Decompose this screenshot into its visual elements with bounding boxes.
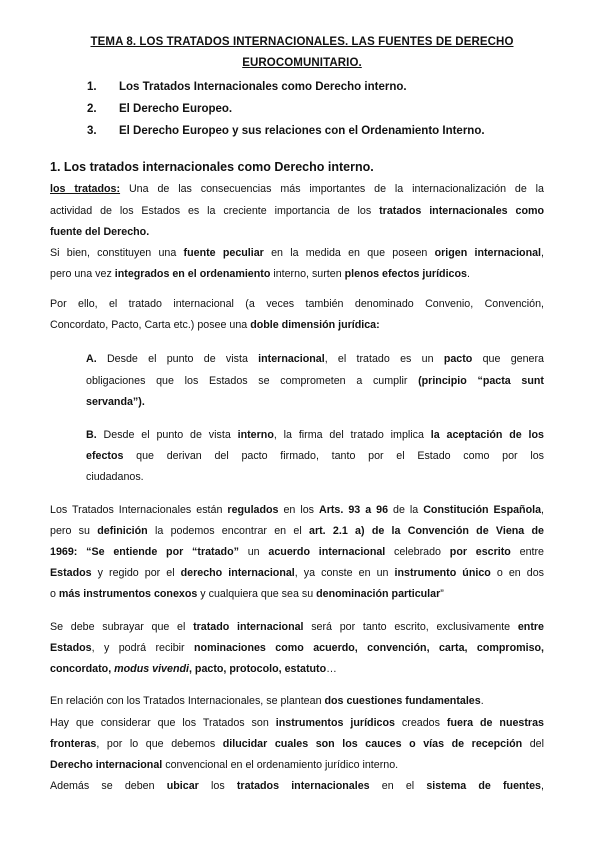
text: En relación con los Tratados Internacionales, se plantean <box>50 695 325 707</box>
text: , ya conste en un <box>294 567 395 579</box>
text: Además se deben <box>50 780 167 792</box>
bold-text: pacto <box>443 353 473 365</box>
document-title-line-1: TEMA 8. LOS TRATADOS INTERNACIONALES. LAS FUENTES DE DERECHO <box>90 36 514 48</box>
bold-text: servanda”). <box>86 396 145 408</box>
text: pero una vez <box>50 268 115 280</box>
toc-item-1 <box>87 81 407 93</box>
text: , <box>541 247 544 259</box>
paragraph-1-line-2 <box>50 204 544 218</box>
bold-text: tratados internacionales <box>236 780 370 792</box>
text: Se debe subrayar que el <box>50 621 194 633</box>
point-label: B. <box>86 429 97 441</box>
bold-text: más instrumentos conexos <box>58 588 198 600</box>
bold-text: instrumento único <box>394 567 491 579</box>
text: creados <box>394 717 447 729</box>
paragraph-2-line-2 <box>50 267 544 281</box>
text: los <box>198 780 237 792</box>
text: Desde el punto de vista <box>96 353 259 365</box>
bold-text: entre <box>517 621 544 633</box>
text: en el <box>369 780 427 792</box>
paragraph-5-line-2 <box>50 641 544 655</box>
paragraph-5-line-1 <box>50 620 544 634</box>
paragraph-1-line-1 <box>50 182 544 196</box>
bold-text: fuera de nuestras <box>446 717 544 729</box>
point-a-line-3 <box>86 395 544 409</box>
text: , <box>541 780 544 792</box>
text: Si bien, constituyen una <box>50 247 184 259</box>
bold-text: regulados <box>227 504 279 516</box>
term-label: los tratados: <box>50 183 121 195</box>
text: convencional en el ordenamiento jurídico interno. <box>162 759 399 771</box>
text: la podemos encontrar en el <box>147 525 309 537</box>
bold-text: , pacto, protocolo, estatuto <box>188 663 327 675</box>
paragraph-5-line-3 <box>50 662 544 676</box>
bold-text: fuente del Derecho. <box>50 226 150 238</box>
paragraph-6-line-3 <box>50 737 544 751</box>
bold-text: tratados internacionales como <box>379 205 544 217</box>
bold-text: concordato, <box>50 663 115 675</box>
bold-text: 1969: <box>50 546 78 558</box>
bold-text: (principio “pacta sunt <box>418 375 544 387</box>
text: del <box>522 738 544 750</box>
text: pero su <box>50 525 98 537</box>
paragraph-4-line-1 <box>50 503 544 517</box>
text: . <box>480 695 484 707</box>
bold-text: dos cuestiones fundamentales <box>324 695 481 707</box>
paragraph-2-line-1 <box>50 246 544 260</box>
paragraph-4-line-5 <box>50 587 544 601</box>
text: , el tratado es un <box>324 353 444 365</box>
bold-text: tratado internacional <box>193 621 304 633</box>
text: Desde el punto de vista <box>96 429 238 441</box>
paragraph-4-line-4 <box>50 566 544 580</box>
text: Los Tratados Internacionales están <box>50 504 228 516</box>
text: , la firma del tratado implica <box>273 429 431 441</box>
paragraph-3-line-1: Por ello, el tratado internacional (a veces también denominado Convenio, Convención, <box>50 298 544 310</box>
text: Hay que considerar que los Tratados son <box>50 717 276 729</box>
toc-item-2 <box>87 103 232 115</box>
bold-text: instrumentos jurídicos <box>275 717 395 729</box>
bold-text: doble dimensión jurídica: <box>250 319 380 331</box>
text: que genera <box>472 353 544 365</box>
point-a-line-2 <box>86 374 544 388</box>
bold-text: efectos <box>86 450 124 462</box>
paragraph-6-line-5 <box>50 779 544 793</box>
text: … <box>326 663 337 675</box>
paragraph-3-line-2 <box>50 318 544 332</box>
text: o <box>50 588 59 600</box>
bold-text: dilucidar cuales son los cauces o vías de recepción <box>222 738 523 750</box>
text: en los <box>278 504 319 516</box>
paragraph-6-line-2 <box>50 716 544 730</box>
text: interno, surten <box>270 268 345 280</box>
paragraph-6-line-4 <box>50 758 544 772</box>
point-a-line-1 <box>86 352 544 366</box>
bold-text: plenos efectos jurídicos <box>344 268 467 280</box>
toc-number: 2. <box>87 103 97 115</box>
text: de la <box>388 504 424 516</box>
paragraph-4-line-3 <box>50 545 544 559</box>
text: , y podrá recibir <box>91 642 195 654</box>
toc-number: 3. <box>87 125 97 137</box>
bold-text: fronteras <box>50 738 97 750</box>
point-label: A. <box>86 353 97 365</box>
toc-number: 1. <box>87 81 97 93</box>
italic-bold-text: modus vivendi <box>114 663 189 675</box>
text: entre <box>510 546 544 558</box>
bold-text: Estados <box>50 642 92 654</box>
bold-text: art. 2.1 a) de la Convención de Viena de <box>309 525 544 537</box>
text: será por tanto escrito, exclusivamente <box>303 621 518 633</box>
text: un <box>238 546 269 558</box>
bold-text: Derecho internacional <box>50 759 163 771</box>
point-b-line-1 <box>86 428 544 442</box>
bold-text: ubicar <box>166 780 199 792</box>
bold-text: acuerdo internacional <box>268 546 386 558</box>
toc-text: Los Tratados Internacionales como Derecho interno. <box>119 81 407 93</box>
bold-text: Estados <box>50 567 92 579</box>
toc-item-3 <box>87 125 485 137</box>
toc-text: El Derecho Europeo y sus relaciones con el Ordenamiento Interno. <box>119 125 485 137</box>
bold-text: definición <box>97 525 148 537</box>
text: y regido por el <box>91 567 181 579</box>
text: actividad de los Estados es la creciente importancia de los <box>50 205 380 217</box>
bold-text: derecho internacional <box>180 567 295 579</box>
bold-text: origen internacional <box>434 247 542 259</box>
bold-text: fuente peculiar <box>183 247 264 259</box>
bold-text: interno <box>237 429 274 441</box>
toc-text: El Derecho Europeo. <box>119 103 233 115</box>
text: Una de las consecuencias más importantes de la internacionalización de la <box>120 183 544 195</box>
text: en la medida en que poseen <box>263 247 435 259</box>
bold-text: Constitución Española <box>423 504 542 516</box>
bold-text: integrados en el ordenamiento <box>114 268 271 280</box>
text: o en dos <box>490 567 545 579</box>
bold-text: por escrito <box>449 546 511 558</box>
text: ” <box>440 588 444 600</box>
paragraph-1-line-3 <box>50 225 544 239</box>
section-1-heading: 1. Los tratados internacionales como Derecho interno. <box>50 160 374 174</box>
text: que derivan del pacto firmado, tanto por el Estado como por los <box>123 450 544 462</box>
text: obligaciones que los Estados se comprometen a cumplir <box>86 375 419 387</box>
bold-text: la aceptación de los <box>430 429 544 441</box>
point-b-line-2 <box>86 449 544 463</box>
bold-text: “Se entiende por “tratado” <box>77 546 239 558</box>
bold-text: Arts. 93 a 96 <box>319 504 389 516</box>
paragraph-4-line-2 <box>50 524 544 538</box>
text: , <box>541 504 544 516</box>
bold-text: nominaciones como acuerdo, convención, carta, compromiso, <box>194 642 545 654</box>
text: . <box>466 268 470 280</box>
bold-text: internacional <box>258 353 325 365</box>
text: Concordato, Pacto, Carta etc.) posee una <box>50 319 251 331</box>
text: y cualquiera que sea su <box>197 588 317 600</box>
text: celebrado <box>385 546 450 558</box>
point-b-line-3: ciudadanos. <box>86 471 144 483</box>
document-title-line-2: EUROCOMUNITARIO. <box>242 57 362 69</box>
bold-text: sistema de fuentes <box>426 780 542 792</box>
paragraph-6-line-1 <box>50 694 544 708</box>
bold-text: denominación particular <box>316 588 441 600</box>
text: , por lo que debemos <box>96 738 223 750</box>
